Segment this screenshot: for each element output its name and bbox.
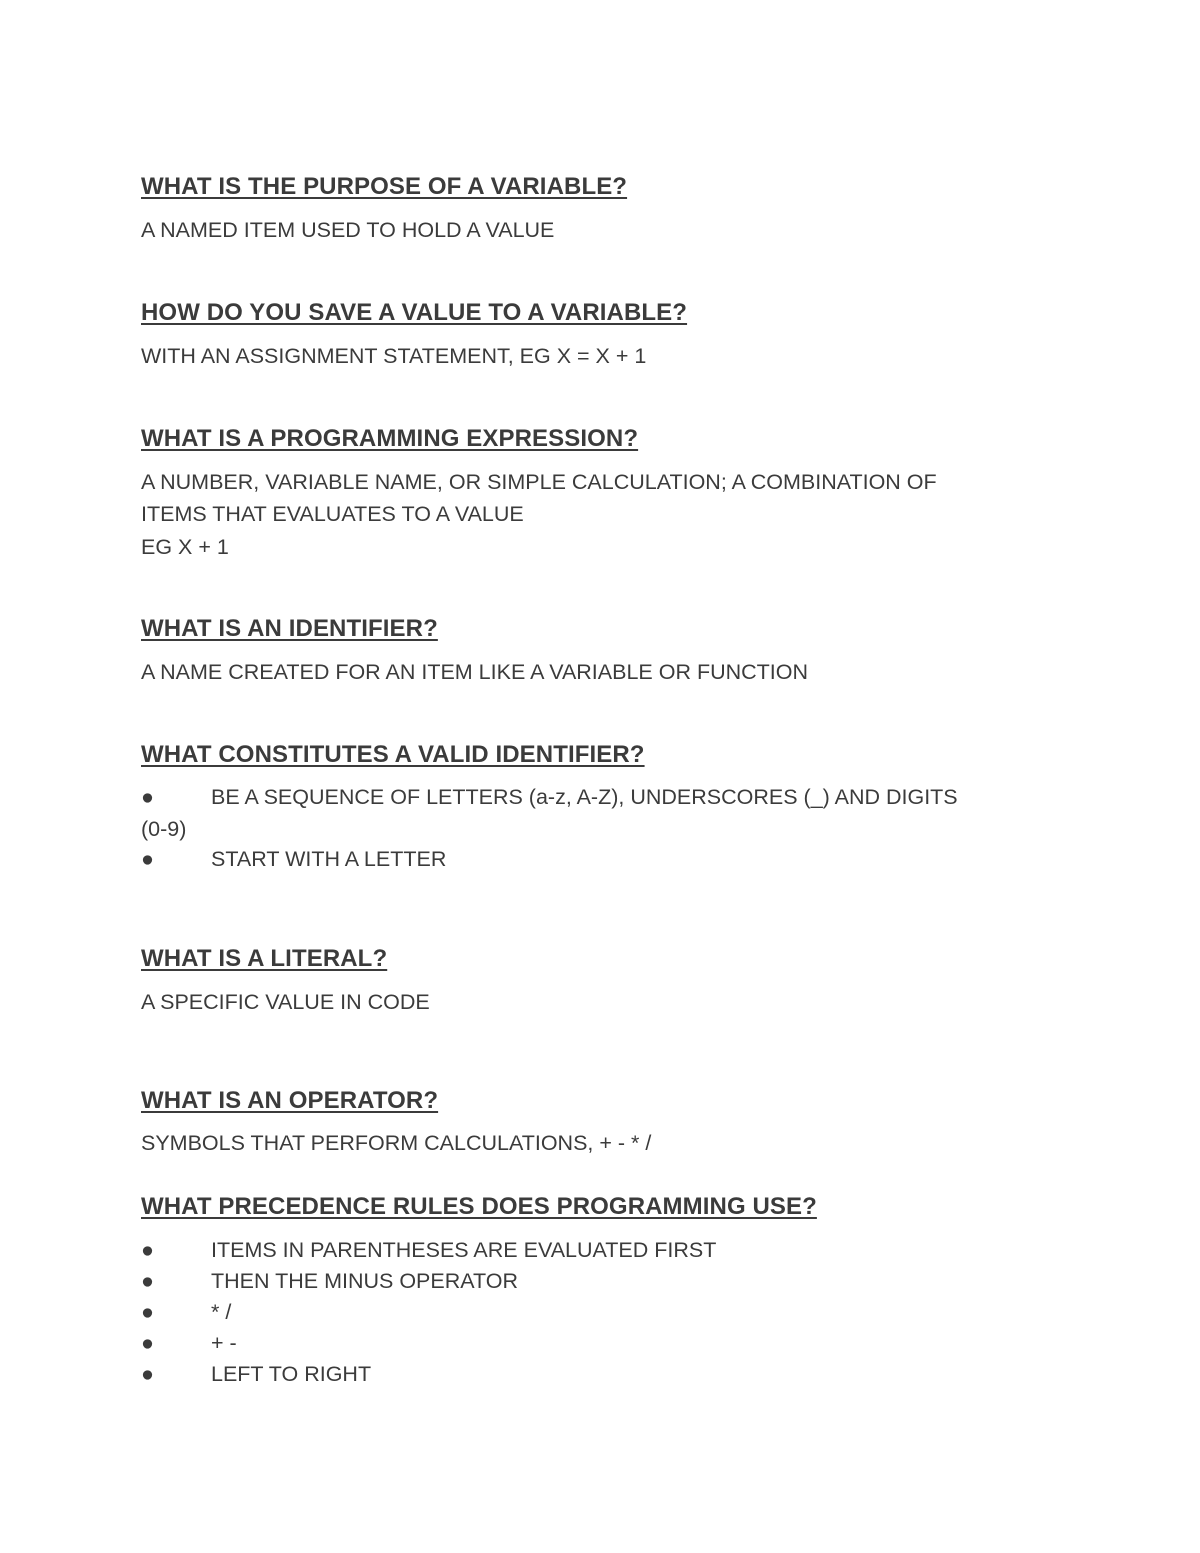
- answer-expression-line-2: ITEMS THAT EVALUATES TO A VALUE: [141, 502, 524, 526]
- bullet-icon: ●: [141, 1331, 154, 1355]
- question-purpose-of-variable: WHAT IS THE PURPOSE OF A VARIABLE?: [141, 173, 628, 200]
- question-valid-identifier: WHAT CONSTITUTES A VALID IDENTIFIER?: [141, 741, 645, 768]
- list-item: [141, 1265, 518, 1297]
- bullet-icon: ●: [141, 847, 154, 871]
- question-literal: WHAT IS A LITERAL?: [141, 945, 388, 972]
- question-identifier: WHAT IS AN IDENTIFIER?: [141, 615, 438, 642]
- answer-literal: A SPECIFIC VALUE IN CODE: [141, 990, 430, 1014]
- bullet-icon: ●: [141, 1362, 154, 1386]
- question-programming-expression: WHAT IS A PROGRAMMING EXPRESSION?: [141, 425, 639, 452]
- answer-expression-line-3: EG X + 1: [141, 535, 229, 559]
- question-save-value: HOW DO YOU SAVE A VALUE TO A VARIABLE?: [141, 299, 688, 326]
- answer-expression-line-1: A NUMBER, VARIABLE NAME, OR SIMPLE CALCULATION; A COMBINATION OF: [141, 470, 937, 494]
- bullet-icon: ●: [141, 785, 154, 809]
- answer-save-value: WITH AN ASSIGNMENT STATEMENT, EG X = X + 1: [141, 344, 647, 368]
- list-item-text: BE A SEQUENCE OF LETTERS (a-z, A-Z), UNDERSCORES (_) AND DIGITS: [211, 785, 958, 809]
- answer-operator: SYMBOLS THAT PERFORM CALCULATIONS, + - * /: [141, 1131, 652, 1155]
- list-item-continuation: (0-9): [141, 817, 187, 841]
- list-item-text: THEN THE MINUS OPERATOR: [211, 1269, 519, 1293]
- list-item: [141, 1296, 231, 1328]
- list-item-text: + -: [211, 1331, 237, 1355]
- bullet-icon: ●: [141, 1238, 154, 1262]
- list-item-text: START WITH A LETTER: [211, 847, 447, 871]
- list-item: [141, 843, 446, 875]
- question-operator: WHAT IS AN OPERATOR?: [141, 1087, 439, 1114]
- list-item: [141, 1327, 237, 1359]
- list-item: [141, 781, 958, 813]
- list-item: [141, 1358, 371, 1390]
- question-precedence-rules: WHAT PRECEDENCE RULES DOES PROGRAMMING USE?: [141, 1193, 817, 1220]
- list-item-text: * /: [211, 1300, 232, 1324]
- list-item-text: ITEMS IN PARENTHESES ARE EVALUATED FIRST: [211, 1238, 717, 1262]
- list-item-text: LEFT TO RIGHT: [211, 1362, 372, 1386]
- list-item: [141, 1234, 716, 1266]
- bullet-icon: ●: [141, 1300, 154, 1324]
- answer-purpose-of-variable: A NAMED ITEM USED TO HOLD A VALUE: [141, 218, 555, 242]
- bullet-icon: ●: [141, 1269, 154, 1293]
- answer-identifier: A NAME CREATED FOR AN ITEM LIKE A VARIABLE OR FUNCTION: [141, 660, 809, 684]
